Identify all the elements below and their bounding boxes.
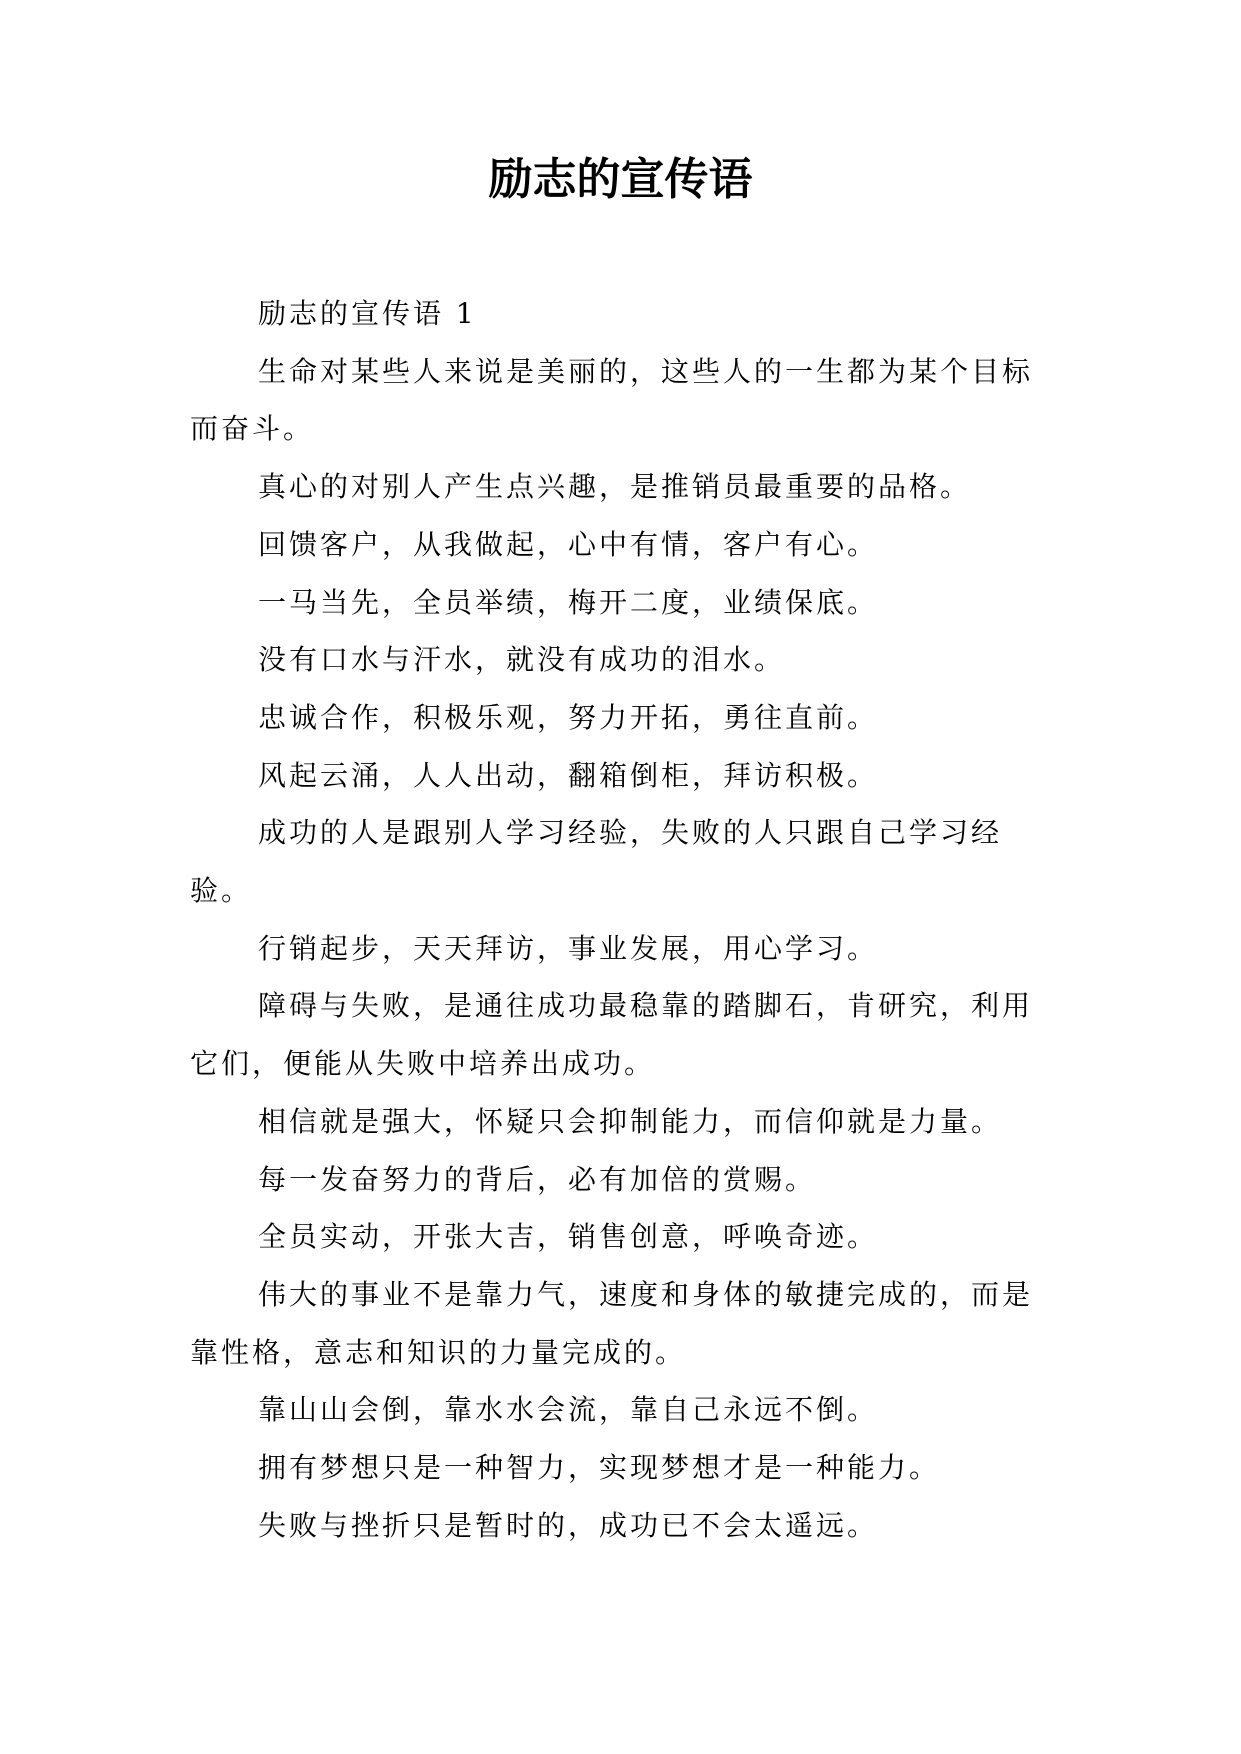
paragraph: 相信就是强大，怀疑只会抑制能力，而信仰就是力量。 [258, 1104, 1003, 1138]
document-body [190, 285, 1062, 1554]
paragraph: 生命对某些人来说是美丽的，这些人的一生都为某个目标而奋斗。 [190, 354, 1034, 446]
paragraph: 拥有梦想只是一种智力，实现梦想才是一种能力。 [258, 1451, 941, 1485]
paragraph: 风起云涌，人人出动，翻箱倒柜，拜访积极。 [258, 758, 879, 792]
paragraph: 失败与挫折只是暂时的，成功已不会太遥远。 [258, 1508, 879, 1542]
paragraph: 忠诚合作，积极乐观，努力开拓，勇往直前。 [258, 700, 879, 734]
paragraph: 回馈客户，从我做起，心中有情，客户有心。 [258, 527, 879, 561]
paragraph: 一马当先，全员举绩，梅开二度，业绩保底。 [258, 585, 879, 619]
paragraph: 全员实动，开张大吉，销售创意，呼唤奇迹。 [258, 1220, 879, 1254]
paragraph: 伟大的事业不是靠力气，速度和身体的敏捷完成的，而是靠性格，意志和知识的力量完成的。 [190, 1277, 1034, 1369]
paragraph: 没有口水与汗水，就没有成功的泪水。 [258, 643, 786, 677]
paragraph-heading: 励志的宣传语 1 [258, 297, 477, 330]
paragraph: 靠山山会倒，靠水水会流，靠自己永远不倒。 [258, 1393, 879, 1427]
paragraph: 成功的人是跟别人学习经验，失败的人只跟自己学习经验。 [190, 816, 1003, 908]
paragraph: 障碍与失败，是通往成功最稳靠的踏脚石，肯研究，利用它们，便能从失败中培养出成功。 [190, 989, 1034, 1081]
paragraph: 每一发奋努力的背后，必有加倍的赏赐。 [258, 1162, 817, 1196]
document-title: 励志的宣传语 [488, 154, 753, 205]
paragraph: 行销起步，天天拜访，事业发展，用心学习。 [258, 931, 879, 965]
paragraph: 真心的对别人产生点兴趣，是推销员最重要的品格。 [258, 470, 972, 504]
